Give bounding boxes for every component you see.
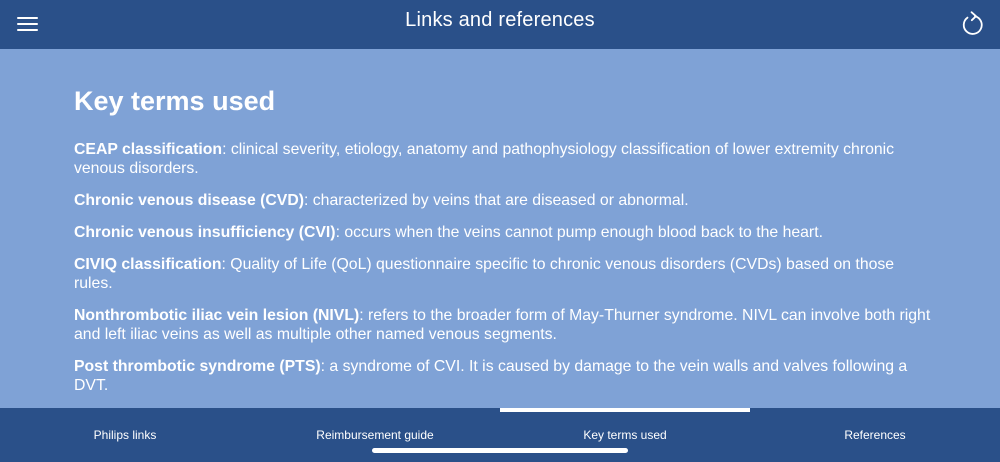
- term-name: Nonthrombotic iliac vein lesion (NIVL): [74, 307, 360, 324]
- term-entry: [74, 255, 934, 293]
- tab-key-terms-used[interactable]: Key terms used: [583, 428, 667, 442]
- term-entry: [74, 357, 934, 395]
- term-definition: : a syndrome of CVI. It is caused by damage to the vein walls and valves following a DVT.: [74, 358, 908, 394]
- term-name: CEAP classification: [74, 141, 223, 158]
- term-name: Post thrombotic syndrome (PTS): [74, 358, 321, 375]
- refresh-icon[interactable]: [959, 10, 985, 38]
- term-definition: : occurs when the veins cannot pump enough blood back to the heart.: [335, 224, 823, 241]
- section-heading: Key terms used: [74, 86, 276, 116]
- term-name: Chronic venous insufficiency (CVI): [74, 224, 336, 241]
- term-definition: : refers to the broader form of May-Thurner syndrome. NIVL can involve both right and left iliac veins as well as multiple other named venous segments.: [74, 307, 931, 343]
- tab-references[interactable]: References: [844, 428, 906, 442]
- term-name: Chronic venous disease (CVD): [74, 192, 304, 209]
- tab-reimbursement-guide[interactable]: Reimbursement guide: [316, 428, 434, 442]
- refresh-icon-graphic: [959, 10, 985, 38]
- bottom-tab-bar: [0, 408, 1000, 462]
- term-entry: [74, 191, 934, 210]
- page-title: Links and references: [405, 9, 595, 31]
- term-definition: : characterized by veins that are diseased or abnormal.: [304, 192, 689, 209]
- main-content: [74, 86, 934, 408]
- term-definition: : clinical severity, etiology, anatomy and pathophysiology classification of lower extremity chronic venous disorders.: [74, 141, 895, 177]
- term-entry: [74, 306, 934, 344]
- term-name: CIVIQ classification: [74, 256, 222, 273]
- home-indicator[interactable]: [372, 448, 628, 453]
- term-entry: [74, 140, 934, 178]
- tab-philips-links[interactable]: Philips links: [93, 428, 157, 442]
- term-entry: [74, 223, 934, 242]
- top-bar: [0, 0, 1000, 49]
- term-definition: : Quality of Life (QoL) questionnaire specific to chronic venous disorders (CVDs) based on those rules.: [74, 256, 895, 292]
